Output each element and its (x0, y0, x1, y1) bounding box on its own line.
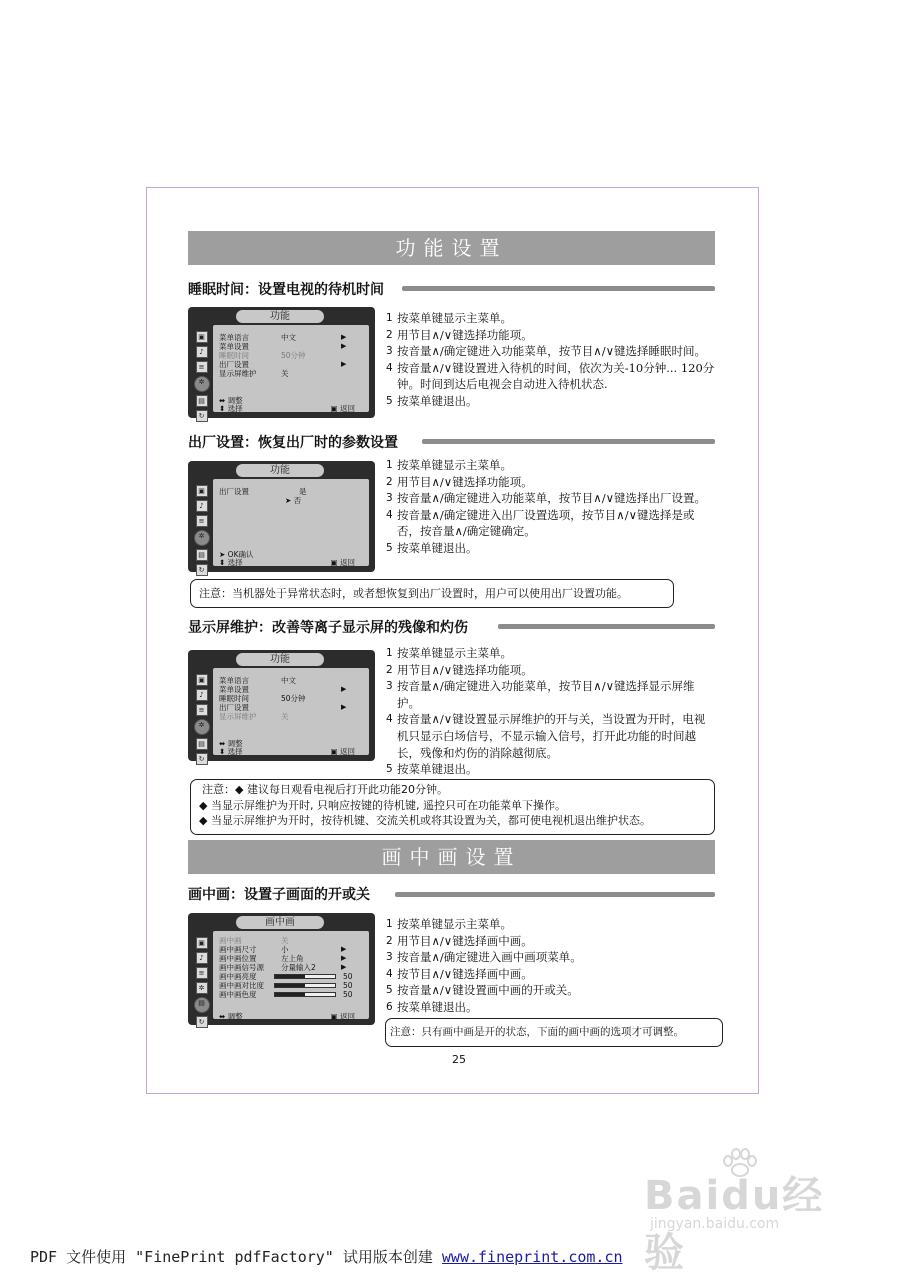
step-item: 5 按音量∧/∨键设置画中画的开或关。 (386, 983, 579, 998)
color-bar (274, 992, 336, 997)
pip-icon: ▤ (196, 738, 208, 750)
osd-hint-adjust: ⬌ 调整 (219, 396, 243, 405)
page-number: 25 (452, 1053, 466, 1066)
step-item: 1 按菜单键显示主菜单。 (386, 311, 512, 325)
step-item: 4 按音量∧/∨键设置显示屏维护的开与关，当设置为开时，电视机只显示白场信号，不显示输入信号，打开此功能的时间越长，残像和灼伤的消除越彻底。 (386, 712, 706, 760)
step-item: 2 用节目∧/∨键选择功能项。 (386, 327, 533, 342)
steps-sleep (386, 310, 716, 410)
section-title-pip: 画中画：设置子画面的开或关 (188, 887, 370, 903)
sound-icon: ♪ (196, 500, 208, 512)
osd-hint-back: ▣ 返回 (330, 558, 355, 567)
osd-title: 功能 (236, 310, 324, 323)
osd-menu-screen (188, 650, 375, 761)
function-icon: ✲ (194, 530, 210, 546)
osd-hint-select: ⬍ 选择 (219, 558, 243, 567)
osd-icon-column (193, 483, 210, 579)
input-icon: ↻ (196, 564, 208, 576)
osd-hint-adjust: ⬌ 调整 (219, 1012, 243, 1021)
sound-icon: ♪ (196, 952, 208, 964)
footer-text: PDF 文件使用 "FinePrint pdfFactory" 试用版本创建 (30, 1248, 442, 1266)
osd-title: 画中画 (236, 916, 324, 929)
footer-link[interactable]: www.fineprint.com.cn (441, 1248, 623, 1266)
osd-hint-back: ▣ 返回 (330, 1012, 355, 1021)
pip-icon: ▤ (194, 997, 210, 1013)
picture-icon: ▣ (196, 331, 208, 343)
channel-icon: ≡ (196, 704, 208, 716)
section-rule (395, 892, 715, 897)
section-title-screen: 显示屏维护：改善等离子显示屏的残像和灼伤 (188, 620, 468, 636)
pip-icon: ▤ (196, 395, 208, 407)
step-item: 3 按音量∧/确定键进入功能菜单，按节目∧/∨键选择睡眠时间。 (386, 344, 706, 359)
osd-panel: 菜单语言 中文 ▶ 菜单设置 ▶ 睡眠时间 50分钟 出厂设置 ▶ 显示屏维护 关 ⬌ 调整 ⬍ 选择 ▣ 返回 (213, 325, 369, 412)
step-item: 1 按菜单键显示主菜单。 (386, 458, 512, 472)
step-item: 4 按音量∧/确定键进入出厂设置选项，按节目∧/∨键选择是或否，按音量∧/确定键确定。 (386, 507, 695, 539)
picture-icon: ▣ (196, 485, 208, 497)
sound-icon: ♪ (196, 689, 208, 701)
function-icon: ✲ (194, 376, 210, 392)
channel-icon: ≡ (196, 361, 208, 373)
pdf-footer (0, 1246, 905, 1267)
sound-icon: ♪ (196, 346, 208, 358)
input-icon: ↻ (196, 410, 208, 422)
osd-menu-pip (188, 913, 375, 1025)
section-title-sleep: 睡眠时间：设置电视的待机时间 (188, 282, 384, 298)
section-banner-pip: 画中画设置 (188, 840, 715, 874)
osd-title: 功能 (236, 653, 324, 666)
section-rule (422, 439, 715, 444)
watermark-url: jingyan.baidu.com (650, 1216, 780, 1232)
osd-hint-adjust: ⬌ 调整 (219, 739, 243, 748)
osd-hint-select: ⬍ 选择 (219, 747, 243, 756)
channel-icon: ≡ (196, 515, 208, 527)
pip-icon: ▤ (196, 549, 208, 561)
step-item: 3 按音量∧/确定键进入画中画项菜单。 (386, 950, 582, 965)
osd-icon-column (193, 672, 210, 768)
osd-hint-select: ⬍ 选择 (219, 404, 243, 413)
channel-icon: ≡ (196, 967, 208, 979)
input-icon: ↻ (196, 753, 208, 765)
step-item: 2 用节目∧/∨键选择功能项。 (386, 474, 533, 489)
brightness-bar (274, 974, 336, 979)
osd-menu-factory (188, 461, 375, 572)
osd-panel: 画中画 关 画中画尺寸 小 ▶ 画中画位置 左上角 ▶ 画中画信号源 分量输入2 ▶ 画中画亮度 50 画中画对比度 50 画中画色度 50 ⬌ 调整 ▣ 返回 (213, 931, 369, 1019)
step-item: 3 按音量∧/确定键进入功能菜单，按节目∧/∨键选择显示屏维护。 (386, 679, 695, 710)
osd-option-yes: 是 (299, 487, 307, 496)
contrast-bar (274, 983, 336, 988)
step-item: 4 按音量∧/∨键设置进入待机的时间，依次为关-10分钟... 120分钟。时间到达后电视会自动进入待机状态. (386, 360, 715, 392)
step-item: 5 按菜单键退出。 (386, 393, 478, 408)
step-item: 5 按菜单键退出。 (386, 762, 478, 777)
steps-factory (386, 457, 716, 557)
step-item: 3 按音量∧/确定键进入功能菜单，按节目∧/∨键选择出厂设置。 (386, 491, 706, 506)
baidu-watermark (636, 1148, 866, 1276)
steps-pip (386, 916, 716, 1016)
osd-panel: 出厂设置 是 ➤ 否 ➤ OK确认 ⬍ 选择 ▣ 返回 (213, 479, 369, 566)
osd-icon-column (193, 935, 210, 1031)
osd-title: 功能 (236, 464, 324, 477)
section-banner-function: 功能设置 (188, 231, 715, 265)
input-icon: ↻ (196, 1016, 208, 1028)
section-rule (498, 624, 715, 629)
osd-hint-back: ▣ 返回 (330, 747, 355, 756)
note-screen (190, 779, 715, 835)
section-rule (402, 286, 715, 291)
step-item: 2 用节目∧/∨键选择画中画。 (386, 933, 533, 948)
picture-icon: ▣ (196, 937, 208, 949)
osd-icon-column (193, 329, 210, 425)
function-icon: ✲ (196, 982, 208, 994)
picture-icon: ▣ (196, 674, 208, 686)
step-item: 5 按菜单键退出。 (386, 540, 478, 555)
note-line: 注意：◆ 建议每日观看电视后打开此功能20分钟。 (202, 783, 448, 796)
function-icon: ✲ (194, 719, 210, 735)
note-line: ◆ 当显示屏维护为开时，按待机键、交流关机或将其设置为关，都可使电视机退出维护状态。 (199, 814, 651, 827)
step-item: 6 按菜单键退出。 (386, 999, 478, 1014)
osd-menu-sleep (188, 307, 375, 418)
osd-hint-confirm: ➤ OK确认 (219, 550, 254, 559)
osd-hint-back: ▣ 返回 (330, 404, 355, 413)
note-pip: 注意：只有画中画是开的状态，下面的画中画的选项才可调整。 (385, 1018, 723, 1047)
step-item: 1 按菜单键显示主菜单。 (386, 917, 512, 931)
note-factory: 注意：当机器处于异常状态时，或者想恢复到出厂设置时，用户可以使用出厂设置功能。 (190, 579, 674, 608)
watermark-logo: Baidu经验 (644, 1173, 825, 1276)
note-line: ◆ 当显示屏维护为开时, 只响应按键的待机键, 遥控只可在功能菜单下操作。 (199, 798, 566, 812)
step-item: 4 按节目∧/∨键选择画中画。 (386, 966, 533, 981)
osd-panel: 菜单语言 中文 菜单设置 ▶ 睡眠时间 50分钟 出厂设置 ▶ 显示屏维护 关 ⬌ 调整 ⬍ 选择 ▣ 返回 (213, 668, 369, 755)
osd-option-no: ➤ 否 (285, 496, 302, 505)
step-item: 2 用节目∧/∨键选择功能项。 (386, 662, 533, 677)
step-item: 1 按菜单键显示主菜单。 (386, 646, 512, 660)
section-title-factory: 出厂设置：恢复出厂时的参数设置 (188, 435, 398, 451)
steps-screen (386, 645, 716, 778)
